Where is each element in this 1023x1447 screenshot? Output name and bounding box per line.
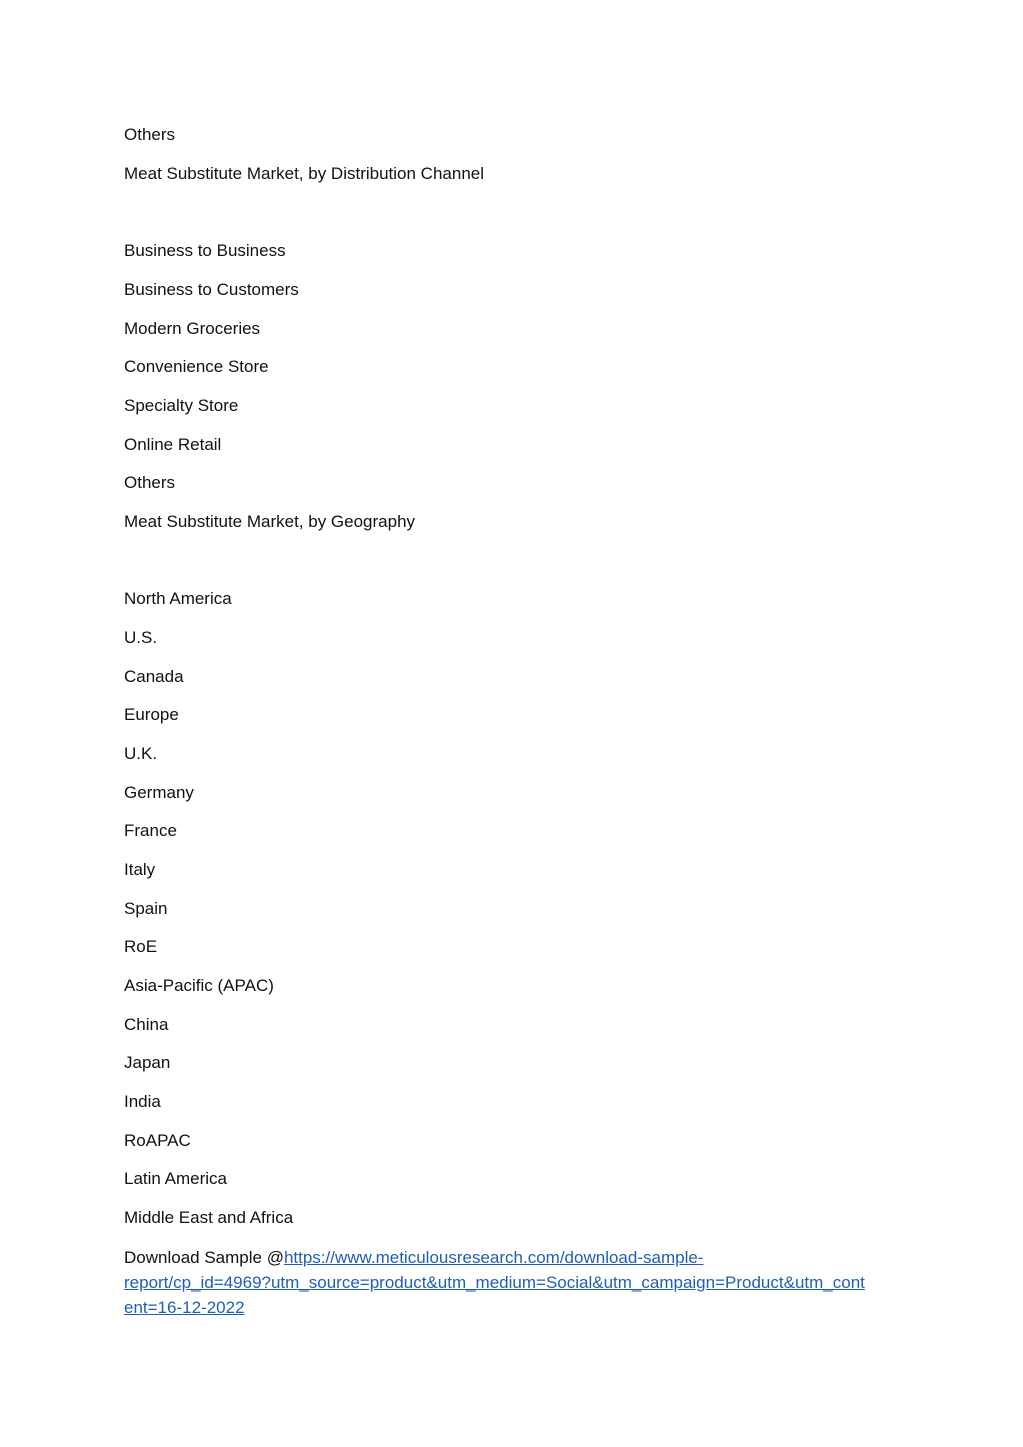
download-link-line-2: report/cp_id=4969?utm_source=product&utm_medium=Social&utm_campaign=Product&utm_cont <box>124 1273 865 1292</box>
list-item: Online Retail <box>124 435 222 454</box>
list-item: Europe <box>124 705 179 724</box>
list-item-others-top: Others <box>124 125 176 144</box>
list-item: China <box>124 1015 169 1034</box>
list-item: Specialty Store <box>124 396 239 415</box>
download-link-line-1: https://www.meticulousresearch.com/download-sample- <box>283 1248 704 1267</box>
list-item: Latin America <box>124 1169 227 1188</box>
list-item: France <box>124 821 177 840</box>
list-item: Business to Customers <box>124 280 299 299</box>
list-item: U.K. <box>124 744 158 763</box>
download-sample-paragraph <box>124 1245 904 1320</box>
list-item: Spain <box>124 899 168 918</box>
list-item: Italy <box>124 860 156 879</box>
list-item: Modern Groceries <box>124 319 261 338</box>
list-item: Germany <box>124 783 194 802</box>
list-item: RoE <box>124 937 158 956</box>
geography-heading: Meat Substitute Market, by Geography <box>124 512 416 531</box>
distribution-channel-heading: Meat Substitute Market, by Distribution Channel <box>124 164 485 183</box>
list-item: U.S. <box>124 628 158 647</box>
list-item: North America <box>124 589 232 608</box>
list-item: Middle East and Africa <box>124 1208 294 1227</box>
list-item: Canada <box>124 667 184 686</box>
list-item: Convenience Store <box>124 357 269 376</box>
list-item: Business to Business <box>124 241 286 260</box>
list-item: RoAPAC <box>124 1131 191 1150</box>
list-item: Asia-Pacific (APAC) <box>124 976 274 995</box>
list-item: India <box>124 1092 161 1111</box>
download-link-line-3: ent=16-12-2022 <box>124 1298 245 1317</box>
list-item: Others <box>124 473 176 492</box>
list-item: Japan <box>124 1053 171 1072</box>
download-sample-label: Download Sample @ <box>124 1248 284 1267</box>
